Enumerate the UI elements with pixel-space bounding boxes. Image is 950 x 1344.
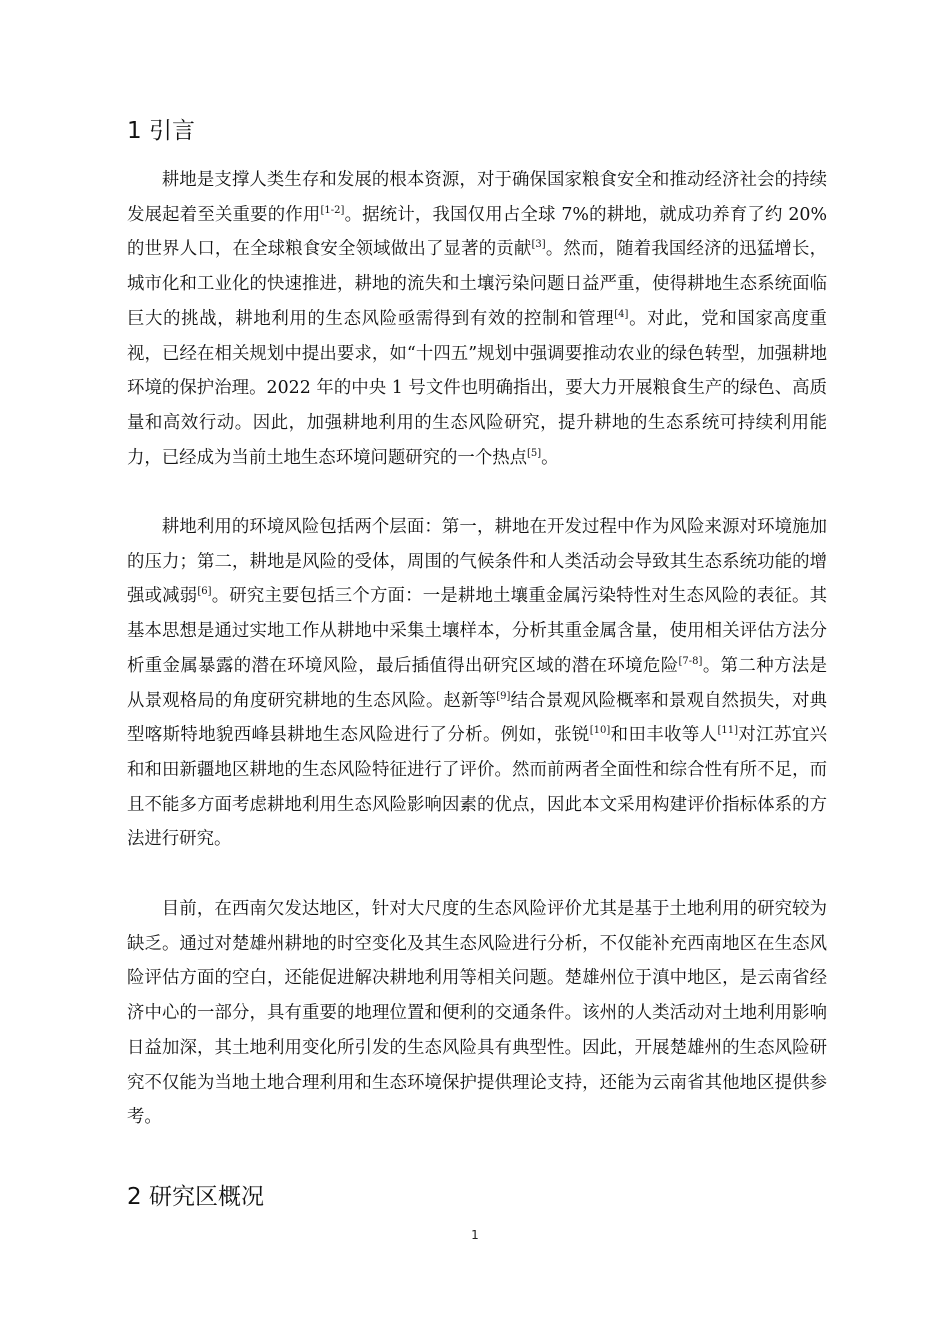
text-run: 目前，在西南欠发达地区，针对大尺度的生态风险评价尤其是基于土地利用的研究较为缺乏。通过对楚雄州耕地的时空变化及其生态风险进行分析，不仅能补充西南地区在生态风险评估方面的空白，还能促进解决耕地利用等相关问题。楚雄州位于滇中地区，是云南省经济中心的一部分，具有重要的地理位置和便利的交通条件。该州的人类活动对土地利用影响日益加深，其土地利用变化所引发的生态风险具有典型性。因此，开展楚雄州的生态风险研究不仅能为当地土地合理利用和生态环境保护提供理论支持，还能为云南省其他地区提供参考。	[127, 899, 827, 1128]
citation-ref: [9]	[496, 690, 511, 702]
text-run: 耕地是支撑人类生存和发展的根本资源，对于确保国家粮食安全和推动经济社会的持续发展起着至关重要的作用	[127, 170, 827, 225]
text-run: 结合景观风险概率和景观自然损失，对典型喀斯特地貌西峰县耕地生态风险进行了分析。例如，张锐	[127, 690, 827, 746]
citation-ref: [5]	[527, 447, 542, 459]
text-run: 耕地利用的环境风险包括两个层面：第一，耕地在开发过程中作为风险来源对环境施加的压力；第二，耕地是风险的受体，周围的气候条件和人类活动会导致其生态系统功能的增强或减弱	[127, 517, 827, 607]
citation-ref: [4]	[614, 309, 629, 321]
text-run: 。研究主要包括三个方面：一是耕地土壤重金属污染特性对生态风险的表征。其基本思想是通过实地工作从耕地中采集土壤样本，分析其重金属含量，使用相关评估方法分析重金属暴露的潜在环境风险，最后插值得出研究区域的潜在环境危险	[127, 586, 827, 676]
citation-ref: [6]	[197, 586, 212, 598]
citation-ref: [3]	[531, 239, 546, 251]
paragraph-3	[127, 892, 827, 1135]
text-run: 。对此，党和国家高度重视，已经在相关规划中提出要求，如“十四五”规划中强调要推动农业的绿色转型，加强耕地环境的保护治理。2022 年的中央 1 号文件也明确指出，要大力开展粮食生产的绿色、高质量和高效行动。因此，加强耕地利用的生态风险研究，提升耕地的生态系统可持续利用能力，已经成为当前土地生态环境问题研究的一个热点	[127, 308, 827, 468]
section-heading-study-area: 2 研究区概况	[127, 1184, 264, 1210]
paragraph-1	[127, 163, 827, 510]
page-number: 1	[471, 1228, 479, 1242]
citation-ref: [1-2]	[320, 204, 345, 216]
citation-ref: [7-8]	[678, 656, 703, 668]
text-run: 。据统计，我国仅用占全球 7%的耕地，就成功养育了约 20%的世界人口，在全球粮食安全领域做出了显著的贡献	[127, 204, 827, 260]
text-run: 。	[541, 447, 559, 468]
citation-ref: [10]	[589, 725, 611, 737]
text-run: 。然而，随着我国经济的迅猛增长，城市化和工业化的快速推进，耕地的流失和土壤污染问题日益严重，使得耕地生态系统面临巨大的挑战，耕地利用的生态风险亟需得到有效的控制和管理	[127, 239, 827, 329]
text-run: 对江苏宜兴和和田新疆地区耕地的生态风险特征进行了评价。然而前两者全面性和综合性有所不足，而且不能多方面考虑耕地利用生态风险影响因素的优点，因此本文采用构建评价指标体系的方法进行研究。	[127, 725, 827, 850]
citation-ref: [11]	[717, 725, 738, 737]
text-run: 。第二种方法是从景观格局的角度研究耕地的生态风险。赵新等	[127, 655, 827, 711]
paragraph-2	[127, 510, 827, 892]
section-heading-introduction: 1 引言	[127, 118, 195, 144]
text-run: 和田丰收等人	[610, 725, 718, 746]
body-text	[127, 163, 827, 1135]
